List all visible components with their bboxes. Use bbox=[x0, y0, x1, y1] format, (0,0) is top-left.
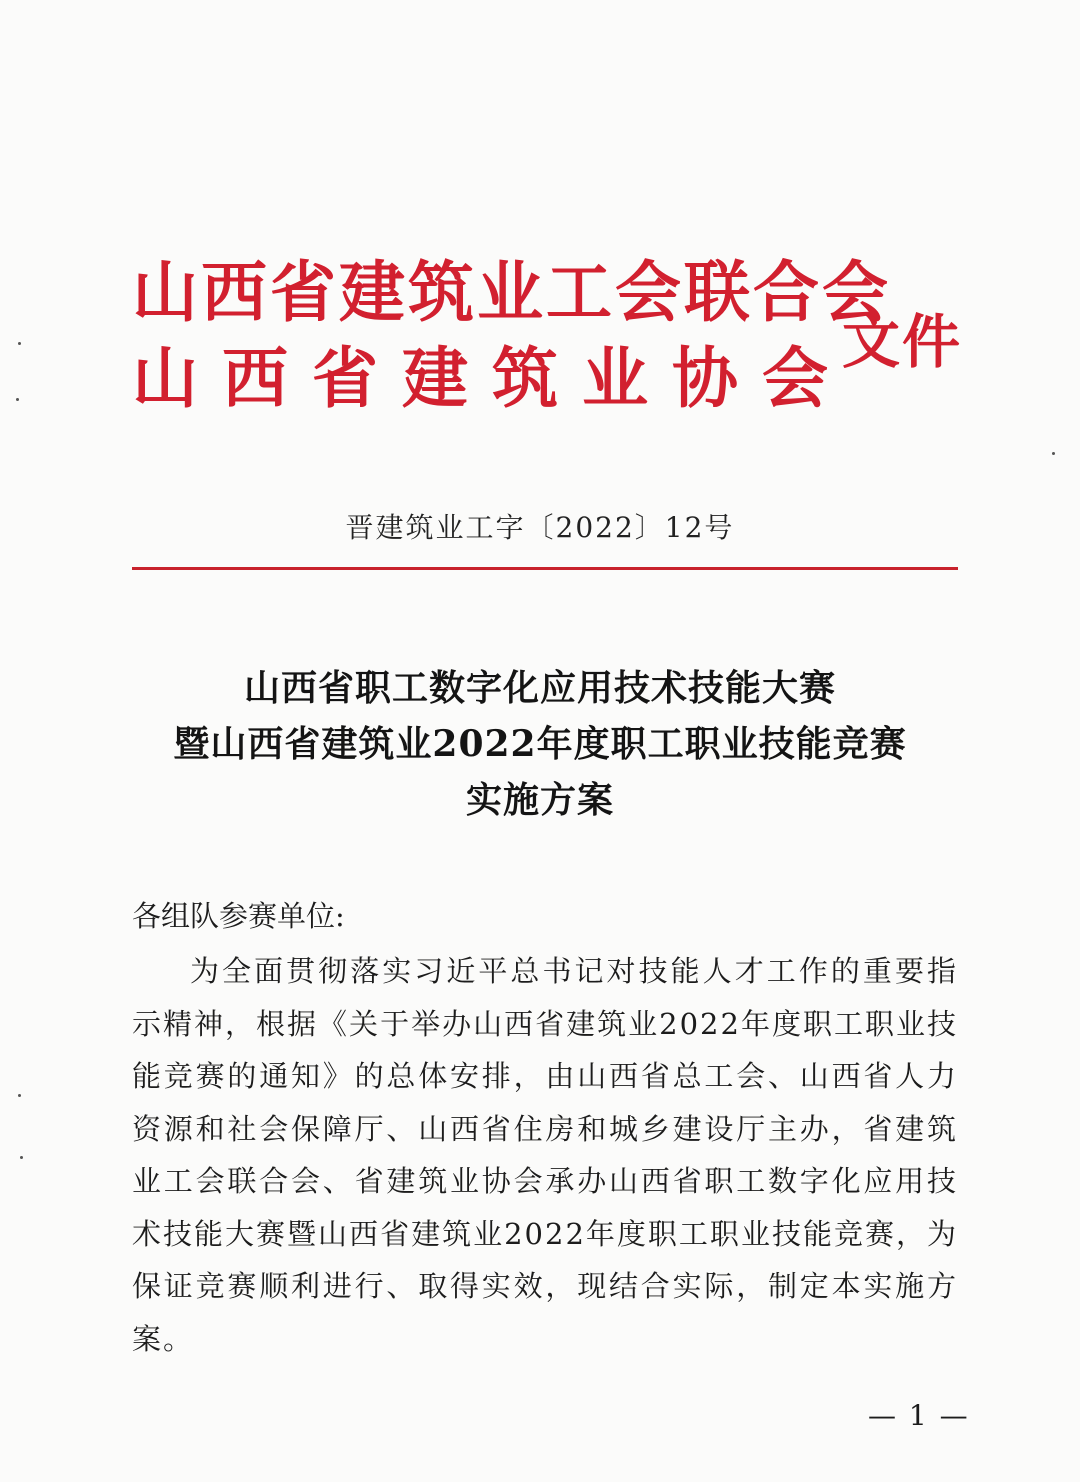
title-line-3: 实施方案 bbox=[465, 779, 614, 821]
page-number: — 1 — bbox=[868, 1399, 970, 1432]
scan-speck bbox=[18, 1094, 21, 1097]
title-line-2: 暨山西省建筑业2022年度职工职业技能竞赛 bbox=[173, 723, 907, 765]
org-name-union: 山西省建筑业工会联合会 bbox=[132, 254, 891, 331]
scan-speck bbox=[16, 398, 19, 401]
org-name-association: 山西省建筑业协会 bbox=[132, 340, 852, 417]
scan-speck bbox=[18, 342, 21, 345]
document-title bbox=[0, 660, 1080, 828]
scan-speck bbox=[20, 1156, 23, 1159]
document-type-label: 文件 bbox=[842, 308, 963, 376]
salutation: 各组队参赛单位: bbox=[132, 899, 345, 933]
document-number: 晋建筑业工字〔2022〕12号 bbox=[345, 511, 735, 544]
title-line-1: 山西省职工数字化应用技术技能大赛 bbox=[243, 667, 836, 709]
red-divider-rule bbox=[132, 567, 958, 570]
scan-speck bbox=[1052, 452, 1055, 455]
body-paragraph: 为全面贯彻落实习近平总书记对技能人才工作的重要指示精神，根据《关于举办山西省建筑业2022年度职工职业技能竞赛的通知》的总体安排，由山西省总工会、山西省人力资源和社会保障厅、山西省住房和城乡建设厅主办，省建筑业工会联合会、省建筑业协会承办山西省职工数字化应用技术技能大赛暨山西省建筑业2022年度职工职业技能竞赛，为保证竞赛顺利进行、取得实效，现结合实际，制定本实施方案。 bbox=[132, 954, 958, 1356]
issuing-organizations bbox=[132, 250, 891, 422]
